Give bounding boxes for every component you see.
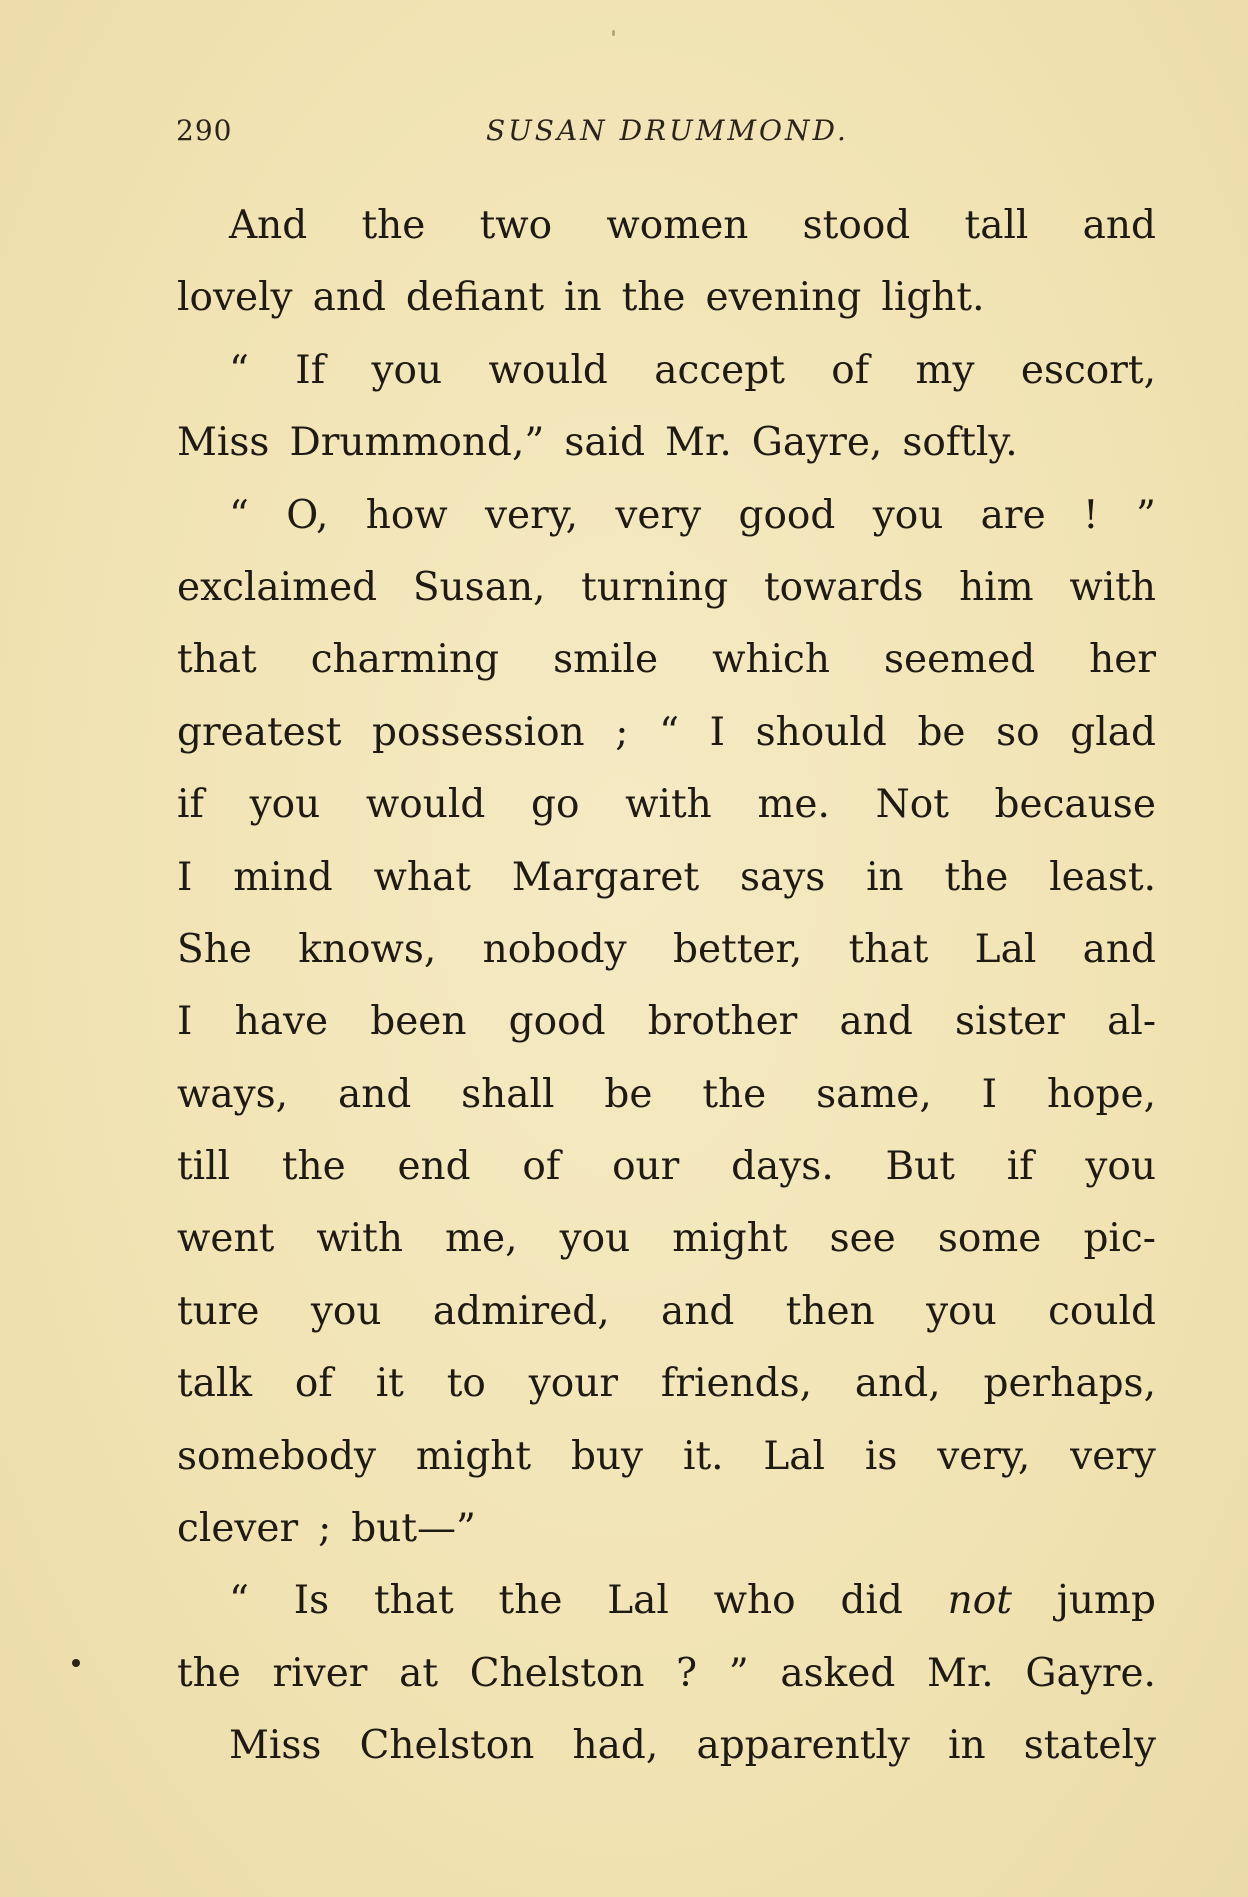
word: that	[374, 1578, 454, 1624]
text-line	[177, 1203, 1156, 1275]
word: ”	[728, 1650, 749, 1696]
word: I	[709, 709, 726, 755]
word: Is	[293, 1578, 330, 1624]
word: nobody	[482, 926, 627, 972]
word: it.	[682, 1433, 724, 1479]
word: ture	[177, 1288, 260, 1334]
word: Chelston	[359, 1723, 535, 1769]
word: in	[866, 854, 904, 900]
word: apparently	[696, 1723, 910, 1769]
word: is	[864, 1433, 898, 1479]
word: because	[994, 782, 1156, 828]
word: O,	[286, 492, 329, 538]
word: could	[1048, 1288, 1156, 1334]
word: so	[996, 709, 1040, 755]
word: you	[371, 347, 443, 393]
word: I	[177, 854, 193, 900]
word: did	[840, 1578, 903, 1624]
word: hope,	[1046, 1071, 1156, 1117]
word: some	[937, 1216, 1042, 1262]
text-line	[177, 1710, 1156, 1782]
word: I	[177, 999, 193, 1045]
word: towards	[763, 564, 924, 610]
word: very,	[485, 492, 579, 538]
text-line	[177, 1131, 1156, 1203]
word: ;	[318, 1506, 332, 1552]
word: been	[370, 999, 467, 1045]
word: asked	[780, 1650, 896, 1696]
word: perhaps,	[983, 1361, 1156, 1407]
word: Mr.	[665, 420, 732, 466]
word: smile	[553, 637, 659, 683]
word: the	[361, 203, 426, 248]
word: women	[606, 203, 749, 248]
word: somebody	[177, 1433, 376, 1479]
word: same,	[816, 1071, 932, 1117]
word: who	[713, 1578, 796, 1624]
word: the	[177, 1650, 241, 1696]
text-line	[177, 480, 1156, 552]
text-line	[177, 842, 1156, 914]
word: Susan,	[412, 564, 546, 610]
word: go	[531, 782, 580, 828]
word: evening	[705, 275, 862, 321]
word: you	[872, 492, 944, 538]
text-line	[177, 986, 1156, 1058]
text-line	[177, 1421, 1156, 1493]
text-line	[177, 1276, 1156, 1348]
word: knows,	[298, 926, 437, 972]
word: that	[177, 637, 257, 683]
word: in	[564, 275, 602, 321]
word: and	[661, 1288, 735, 1334]
word: Lal	[607, 1578, 669, 1624]
word: She	[177, 926, 252, 972]
word: should	[755, 709, 887, 755]
word: Gayre.	[1025, 1650, 1156, 1696]
word: ?	[676, 1650, 698, 1696]
word: went	[177, 1216, 275, 1262]
word: you	[926, 1288, 997, 1334]
word: charming	[310, 637, 500, 683]
word: Drummond,”	[289, 420, 545, 466]
word: of	[831, 347, 870, 393]
word: river	[272, 1650, 368, 1696]
text-line	[177, 190, 1156, 262]
word: to	[446, 1361, 486, 1407]
text-line	[177, 1493, 1156, 1565]
word: might	[415, 1433, 532, 1479]
word: jump	[1056, 1578, 1156, 1624]
word: If	[295, 347, 326, 393]
word: !	[1082, 492, 1099, 538]
word: defiant	[405, 275, 545, 321]
word: our	[612, 1144, 680, 1190]
word: buy	[570, 1433, 644, 1479]
word: And	[229, 203, 308, 248]
word: with	[316, 1216, 403, 1262]
text-line	[177, 1638, 1156, 1710]
word: would	[365, 782, 486, 828]
word: glad	[1070, 709, 1156, 755]
word: be	[917, 709, 966, 755]
word: of	[294, 1361, 333, 1407]
word: of	[522, 1144, 561, 1190]
word: me.	[757, 782, 830, 828]
word: admired,	[432, 1288, 610, 1334]
text-line	[177, 697, 1156, 769]
word: very	[615, 492, 702, 538]
word: and	[337, 1071, 412, 1117]
word: the	[944, 854, 1009, 900]
text-line	[177, 262, 1156, 334]
text-line	[177, 769, 1156, 841]
word: the	[498, 1578, 563, 1624]
word: very	[1070, 1433, 1156, 1479]
word: shall	[461, 1071, 555, 1117]
word: the	[621, 275, 686, 321]
word: stood	[802, 203, 911, 248]
word: pic-	[1083, 1216, 1156, 1262]
text-line	[177, 335, 1156, 407]
word: you	[559, 1216, 631, 1262]
word: greatest	[177, 709, 342, 755]
word: ;	[615, 709, 629, 755]
text-line	[177, 624, 1156, 696]
word: said	[564, 420, 646, 466]
word: says	[739, 854, 826, 900]
text-line	[177, 552, 1156, 624]
word: better,	[673, 926, 803, 972]
word: brother	[647, 999, 798, 1045]
word: till	[177, 1144, 231, 1190]
word: and	[1082, 926, 1156, 972]
text-line	[177, 914, 1156, 986]
paper-speck	[612, 30, 615, 36]
word: you	[249, 782, 321, 828]
word: “	[659, 709, 680, 755]
word: you	[310, 1288, 382, 1334]
word: turning	[581, 564, 729, 610]
word: her	[1089, 637, 1156, 683]
word: good	[738, 492, 836, 538]
word: would	[488, 347, 608, 393]
word: how	[365, 492, 448, 538]
running-title: SUSAN DRUMMOND.	[486, 114, 849, 147]
text-line	[177, 1348, 1156, 1420]
word: al-	[1107, 999, 1156, 1045]
word: “	[229, 1578, 249, 1624]
word: very,	[937, 1433, 1031, 1479]
word: if	[177, 782, 204, 828]
word: But	[885, 1144, 955, 1190]
body-text	[177, 190, 1156, 1783]
word: Not	[875, 782, 949, 828]
word: me,	[445, 1216, 518, 1262]
word: Margaret	[511, 854, 700, 900]
word: seemed	[883, 637, 1036, 683]
word: with	[1069, 564, 1156, 610]
word: ways,	[177, 1071, 289, 1117]
word: it	[375, 1361, 404, 1407]
word: and	[1082, 203, 1156, 248]
word: talk	[177, 1361, 253, 1407]
word: if	[1006, 1144, 1034, 1190]
word: accept	[654, 347, 785, 393]
word: least.	[1049, 854, 1156, 900]
word: mind	[233, 854, 333, 900]
word: “	[229, 492, 249, 538]
word: but—”	[351, 1506, 476, 1552]
word: Lal	[974, 926, 1037, 972]
word: your	[528, 1361, 619, 1407]
word: two	[479, 203, 553, 248]
word: the	[281, 1144, 346, 1190]
word: in	[948, 1723, 986, 1769]
word: had,	[572, 1723, 659, 1769]
page-header	[176, 108, 1156, 158]
word: and	[839, 999, 913, 1045]
word: ”	[1136, 492, 1156, 538]
word: exclaimed	[177, 564, 378, 610]
word: possession	[372, 709, 585, 755]
word: light.	[881, 275, 985, 321]
word: Miss	[177, 420, 270, 466]
word: Mr.	[927, 1650, 994, 1696]
text-line	[177, 407, 1156, 479]
word: see	[829, 1216, 896, 1262]
word: Gayre,	[751, 420, 883, 466]
word: Chelston	[469, 1650, 645, 1696]
word: not	[947, 1578, 1012, 1624]
word: days.	[731, 1144, 834, 1190]
word: the	[702, 1071, 767, 1117]
word: end	[397, 1144, 471, 1190]
word: softly.	[902, 420, 1018, 466]
word: Miss	[229, 1723, 322, 1769]
word: him	[959, 564, 1034, 610]
word: good	[508, 999, 606, 1045]
ink-speck	[72, 1659, 80, 1667]
word: and	[312, 275, 386, 321]
word: are	[980, 492, 1046, 538]
word: what	[373, 854, 471, 900]
word: you	[1085, 1144, 1156, 1190]
word: sister	[955, 999, 1065, 1045]
text-line	[177, 1565, 1156, 1637]
word: and,	[854, 1361, 941, 1407]
word: escort,	[1020, 347, 1156, 393]
word: at	[399, 1650, 439, 1696]
word: then	[785, 1288, 875, 1334]
text-line	[177, 1059, 1156, 1131]
word: Lal	[763, 1433, 826, 1479]
word: “	[229, 347, 249, 393]
word: lovely	[177, 275, 293, 321]
word: tall	[964, 203, 1029, 248]
page-number: 290	[176, 114, 233, 147]
word: with	[625, 782, 712, 828]
word: which	[712, 637, 830, 683]
word: clever	[177, 1506, 299, 1552]
word: might	[672, 1216, 788, 1262]
word: be	[604, 1071, 653, 1117]
word: stately	[1023, 1723, 1156, 1769]
word: that	[848, 926, 929, 972]
word: my	[915, 347, 975, 393]
word: I	[981, 1071, 998, 1117]
word: friends,	[660, 1361, 813, 1407]
word: have	[234, 999, 329, 1045]
